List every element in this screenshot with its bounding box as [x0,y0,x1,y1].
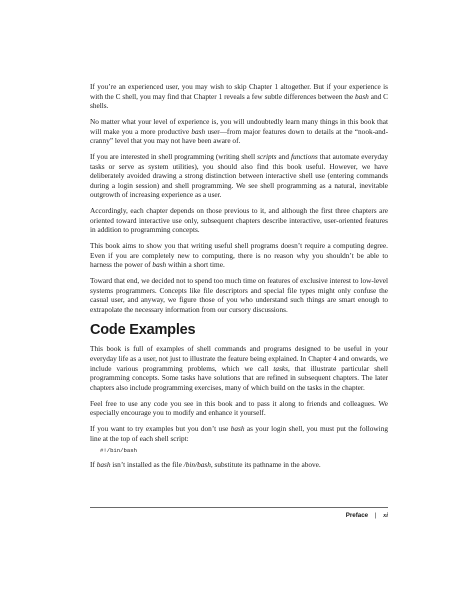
paragraph [90,206,388,235]
code-examples-section [90,344,388,443]
paragraph-text: , that illustrate particular shell programming concepts. Some tasks have solutions that are refined in subsequent chapters. The later chapters also include programming exercises, many of which build on the tasks in the chapter. [90,363,388,392]
footer-label: Preface [345,512,369,519]
paragraph-text: This book aims to show you that writing useful shell programs doesn’t require a computing degree. Even if you are completely new to computing, there is no reason why you shouldn’t be able to harness the power of [90,241,388,270]
paragraph-text: isn’t installed as the file [110,460,184,470]
emphasis-text: functions [290,151,318,161]
emphasis-text: /bin/bash [183,460,211,470]
paragraph-text: No matter what your level of experience is, you will undoubtedly learn many things in this book that will make you a more productive [90,116,388,136]
paragraph-text: If [90,460,97,470]
paragraph-text: This book is full of examples of shell commands and programs designed to be useful in your everyday life as a user, not just to illustrate the feature being explained. In Chapter 4 and onwards, we include various programming problems, which we call [90,344,388,373]
paragraph-text: that automate everyday tasks or serve as system utilities), you should also find this book useful. However, we have deliberately avoided drawing a strong distinction between interactive shell use (entering commands during a login session) and shell programming. We see shell programming as a natural, inevitable outgrowth of increasing experience as a user. [90,151,388,200]
emphasis-text: tasks [273,363,289,373]
paragraph-text: Feel free to use any code you see in this book and to pass it along to friends and colleagues. We especially encourage you to modify and enhance it yourself. [90,398,388,418]
emphasis-text: bash [230,423,245,433]
paragraph [90,241,388,270]
page-body [90,82,388,476]
emphasis-text: bash [355,91,369,101]
paragraph-text: If you’re an experienced user, you may wish to skip Chapter 1 altogether. But if your experience is with the C shell, you may find that Chapter 1 reveals a few subtle differences between the [90,82,388,101]
paragraph-text: Accordingly, each chapter depends on those previous to it, and although the first three chapters are oriented toward interactive use only, subsequent chapters describe interactive, user-oriented features in addition to programming concepts. [90,206,388,235]
paragraph [90,117,388,146]
paragraph-text: , substitute its pathname in the above. [210,460,321,470]
section-heading-code-examples: Code Examples [90,322,196,339]
emphasis-text: bash [191,126,206,136]
paragraph [90,152,388,200]
emphasis-text: scripts [257,151,277,161]
intro-section [90,82,388,314]
paragraph-text: Toward that end, we decided not to spend too much time on features of exclusive interest to low-level systems programmers. Concepts like file descriptors and special file types might only confuse the casual user, and anyway, we figure those of you who understand such things are smart enough to extrapolate the necessary information from our cursory discussions. [90,276,388,314]
emphasis-text: bash [96,460,111,470]
paragraph-text: user—from major features down to details at the “nook-and-cranny” level that you may not have been aware of. [90,126,389,146]
emphasis-text: bash [152,260,167,270]
paragraph [90,424,388,443]
paragraph [90,82,388,111]
paragraph-text: and [276,151,291,161]
paragraph-text: If you are interested in shell programming (writing shell [90,151,258,161]
page-number: xi [383,512,388,519]
page-footer [90,512,388,520]
paragraph-text: and C shells. [90,91,388,111]
code-sample-shebang: #!/bin/bash [100,447,137,455]
paragraph-text: If you want to try examples but you don’t use [90,423,231,433]
footer-separator: | [374,512,377,519]
paragraph-after-code [90,460,388,470]
paragraph [90,276,388,314]
paragraph-text: as your login shell, you must put the following line at the top of each shell script: [90,423,388,443]
paragraph-text: within a short time. [166,260,225,270]
footer-rule [90,507,388,508]
paragraph [90,344,388,392]
paragraph [90,399,388,418]
